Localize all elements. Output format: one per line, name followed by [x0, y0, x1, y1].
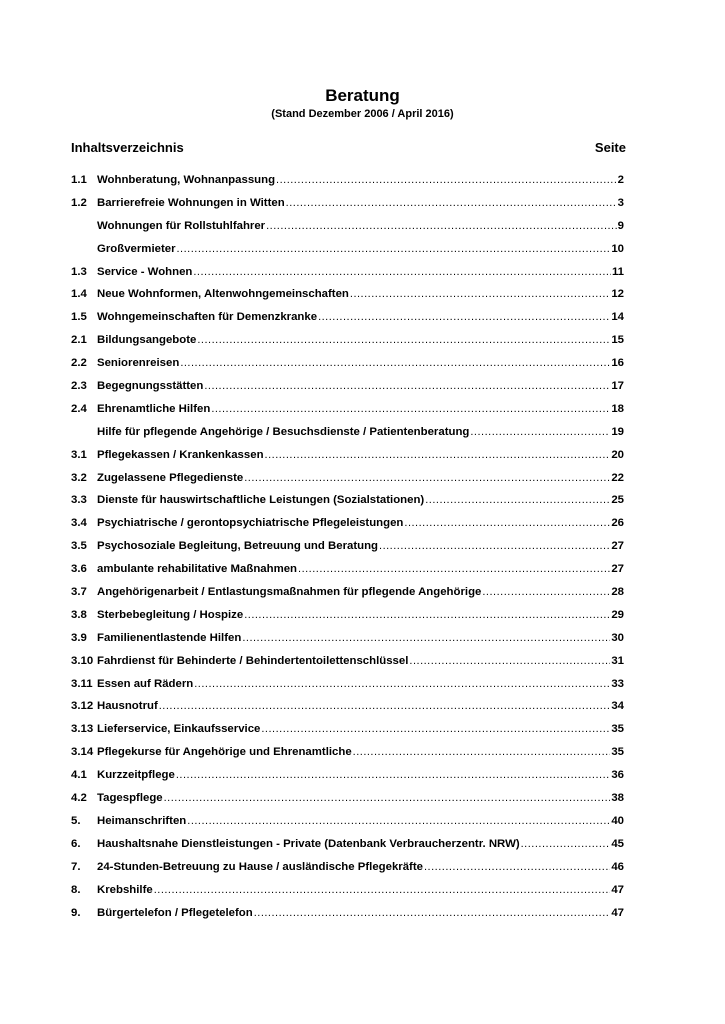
toc-entry[interactable]: [71, 790, 624, 813]
toc-entry-label: Bildungsangebote: [97, 334, 197, 347]
toc-entry[interactable]: [71, 332, 624, 355]
toc-entry-page: 40: [611, 814, 624, 827]
toc-entry-label: Psychosoziale Begleitung, Betreuung und Beratung: [97, 540, 379, 553]
toc-entry-label: Barrierefreie Wohnungen in Witten: [97, 196, 285, 209]
toc-entry[interactable]: [71, 447, 624, 470]
dot-leader: [409, 653, 610, 669]
dot-leader: [159, 698, 611, 714]
toc-entry-page: 35: [611, 746, 624, 759]
toc-entry-number: 3.5: [71, 540, 87, 553]
toc-entry[interactable]: [71, 721, 624, 744]
toc-entry-page: 17: [611, 380, 624, 393]
dot-leader: [276, 172, 617, 188]
toc-entry[interactable]: [71, 378, 624, 401]
dot-leader: [350, 286, 610, 302]
toc-entry[interactable]: [71, 836, 624, 859]
toc-entry[interactable]: [71, 470, 624, 493]
dot-leader: [187, 813, 610, 829]
toc-entry-page: 27: [611, 540, 624, 553]
toc-entry[interactable]: [71, 676, 624, 699]
toc-entry-page: 26: [611, 517, 624, 530]
toc-entry-page: 20: [611, 448, 624, 461]
toc-entry[interactable]: [71, 195, 624, 218]
dot-leader: [261, 721, 610, 737]
toc-entry-page: 18: [611, 402, 624, 415]
toc-entry-number: 3.10: [71, 654, 94, 667]
toc-entry-page: 11: [611, 265, 624, 278]
toc-entry[interactable]: [71, 218, 624, 241]
toc-entry-number-blank: [71, 218, 97, 234]
dot-leader: [242, 630, 610, 646]
toc-entry[interactable]: [71, 698, 624, 721]
dot-leader: [266, 218, 617, 234]
toc-entry-page: 36: [611, 769, 624, 782]
toc-entry[interactable]: [71, 424, 624, 447]
toc-entry[interactable]: [71, 744, 624, 767]
toc-entry[interactable]: [71, 172, 624, 195]
toc-entry-page: 19: [611, 425, 624, 438]
toc-entry-page: 34: [611, 700, 624, 713]
toc-entry-page: 47: [611, 906, 624, 919]
toc-entry-number: 1.1: [71, 174, 87, 186]
dot-leader: [204, 378, 610, 394]
toc-entry-number: 3.14: [71, 746, 94, 759]
toc-entry-page: 14: [611, 311, 624, 324]
toc-entry-page: 10: [611, 242, 624, 255]
toc-entry-label: ambulante rehabilitative Maßnahmen: [97, 563, 298, 576]
toc-entry-page: 31: [611, 654, 624, 667]
toc-entry-label: Begegnungsstätten: [97, 380, 204, 393]
toc-entry[interactable]: [71, 859, 624, 882]
toc-entry-page: 16: [611, 357, 624, 370]
toc-page-heading: Seite: [594, 140, 626, 155]
dot-leader: [177, 241, 611, 257]
dot-leader: [265, 447, 611, 463]
toc-entry-number: 2.2: [71, 357, 87, 370]
dot-leader: [470, 424, 610, 440]
toc-entry-page: 29: [611, 608, 624, 621]
toc-entry-number: 2.1: [71, 334, 87, 347]
dot-leader: [244, 607, 610, 623]
toc-entry-page: 33: [611, 677, 624, 690]
toc-entry-label: Essen auf Rädern: [97, 677, 194, 690]
toc-entry-label: Zugelassene Pflegedienste: [97, 471, 244, 484]
dot-leader: [482, 584, 610, 600]
toc-entry-label: Wohngemeinschaften für Demenzkranke: [97, 311, 318, 324]
toc-entry[interactable]: [71, 630, 624, 653]
toc-entry-page: 46: [611, 860, 624, 873]
toc-entry-label: Hausnotruf: [97, 700, 158, 713]
toc-entry-page: 9: [617, 219, 624, 232]
toc-entry-number: 3.11: [71, 677, 93, 690]
dot-leader: [318, 309, 610, 325]
toc-entry-label: Wohnberatung, Wohnanpassung: [97, 174, 276, 186]
toc-entry[interactable]: [71, 882, 624, 905]
toc-entry-number: 3.8: [71, 608, 87, 621]
dot-leader: [379, 538, 610, 554]
toc-entry-page: 30: [611, 631, 624, 644]
toc-entry-number: 3.12: [71, 700, 94, 713]
toc-entry-label: Hilfe für pflegende Angehörige / Besuchsdienste / Patientenberatung: [97, 425, 470, 438]
toc-entry-label: Wohnungen für Rollstuhlfahrer: [97, 219, 266, 232]
toc-entry-label: Sterbebegleitung / Hospize: [97, 608, 244, 621]
toc-entry[interactable]: [71, 813, 624, 836]
toc-entry-page: 12: [611, 288, 624, 301]
toc-entry[interactable]: [71, 286, 624, 309]
toc-entry-label: Tagespflege: [97, 792, 163, 805]
document-title: Beratung: [325, 86, 400, 105]
dot-leader: [425, 492, 610, 508]
toc-entry-label: Neue Wohnformen, Altenwohngemeinschaften: [97, 288, 349, 301]
toc-entry-page: 47: [611, 883, 624, 896]
dot-leader: [164, 790, 611, 806]
toc-entry-page: 28: [611, 586, 624, 599]
toc-entry-number-blank: [71, 241, 97, 257]
toc-entry-number: 5.: [71, 814, 81, 827]
toc-entry-label: Lieferservice, Einkaufsservice: [97, 723, 261, 736]
toc-entry-label: Familienentlastende Hilfen: [97, 631, 242, 644]
toc-entry-page: 27: [611, 563, 624, 576]
dot-leader: [298, 561, 610, 577]
toc-entry-page: 38: [611, 792, 624, 805]
dot-leader: [521, 836, 611, 852]
toc-entry[interactable]: [71, 905, 624, 928]
toc-list: [71, 172, 624, 927]
dot-leader: [424, 859, 610, 875]
dot-leader: [286, 195, 617, 211]
toc-entry-label: Fahrdienst für Behinderte / Behindertentoilettenschlüssel: [97, 654, 409, 667]
document-subtitle: (Stand Dezember 2006 / April 2016): [271, 108, 454, 120]
toc-entry-number: 8.: [71, 883, 81, 896]
toc-entry-label: Bürgertelefon / Pflegetelefon: [97, 906, 253, 919]
dot-leader: [176, 767, 610, 783]
dot-leader: [254, 905, 611, 921]
toc-entry[interactable]: [71, 492, 624, 515]
toc-entry-label: Psychiatrische / gerontopsychiatrische Pflegeleistungen: [97, 517, 404, 530]
toc-entry-number: 3.4: [71, 517, 87, 530]
toc-entry-number: 1.5: [71, 311, 87, 324]
toc-entry[interactable]: [71, 607, 624, 630]
toc-entry-page: 45: [611, 837, 624, 850]
dot-leader: [197, 332, 610, 348]
toc-entry-number: 1.3: [71, 265, 87, 278]
toc-entry-page: 2: [617, 174, 624, 186]
toc-entry-number: 3.13: [71, 723, 94, 736]
toc-entry-number: 1.4: [71, 288, 87, 301]
toc-entry-label: Haushaltsnahe Dienstleistungen - Private (Datenbank Verbraucherzentr. NRW): [97, 837, 520, 850]
toc-entry[interactable]: [71, 355, 624, 378]
toc-entry-label: Heimanschriften: [97, 814, 187, 827]
dot-leader: [193, 264, 611, 280]
dot-leader: [244, 470, 610, 486]
toc-entry[interactable]: [71, 538, 624, 561]
toc-entry-number-blank: [71, 424, 97, 440]
toc-entry-number: 9.: [71, 906, 81, 919]
toc-entry-label: Angehörigenarbeit / Entlastungsmaßnahmen für pflegende Angehörige: [97, 586, 482, 599]
toc-entry[interactable]: [71, 309, 624, 332]
toc-entry-label: Pflegekurse für Angehörige und Ehrenamtliche: [97, 746, 352, 759]
dot-leader: [211, 401, 610, 417]
toc-entry-page: 35: [611, 723, 624, 736]
toc-entry-label: Krebshilfe: [97, 883, 153, 896]
dot-leader: [180, 355, 610, 371]
toc-entry-number: 7.: [71, 860, 81, 873]
toc-entry-label: Seniorenreisen: [97, 357, 180, 370]
dot-leader: [194, 676, 610, 692]
toc-entry-number: 3.9: [71, 631, 87, 644]
dot-leader: [353, 744, 611, 760]
toc-entry-label: 24-Stunden-Betreuung zu Hause / ausländische Pflegekräfte: [97, 860, 423, 873]
toc-entry[interactable]: [71, 584, 624, 607]
toc-header: [71, 139, 626, 157]
toc-entry-number: 2.3: [71, 380, 87, 393]
toc-entry-page: 15: [611, 334, 624, 347]
toc-entry-number: 2.4: [71, 402, 87, 415]
toc-entry-number: 6.: [71, 837, 81, 850]
toc-entry-page: 3: [617, 196, 624, 209]
toc-heading: Inhaltsverzeichnis: [71, 140, 184, 155]
toc-entry[interactable]: [71, 241, 624, 264]
toc-entry-number: 3.1: [71, 448, 87, 461]
toc-entry[interactable]: [71, 653, 624, 676]
toc-entry-label: Kurzzeitpflege: [97, 769, 175, 782]
dot-leader: [154, 882, 611, 898]
toc-entry-label: Service - Wohnen: [97, 265, 193, 278]
toc-entry[interactable]: [71, 264, 624, 287]
toc-entry[interactable]: [71, 401, 624, 424]
toc-entry[interactable]: [71, 561, 624, 584]
toc-entry-page: 22: [611, 471, 624, 484]
dot-leader: [404, 515, 610, 531]
toc-entry-label: Dienste für hauswirtschaftliche Leistungen (Sozialstationen): [97, 494, 425, 507]
toc-entry[interactable]: [71, 767, 624, 790]
toc-entry-number: 3.7: [71, 586, 87, 599]
toc-entry[interactable]: [71, 515, 624, 538]
toc-entry-number: 3.6: [71, 563, 87, 576]
toc-entry-page: 25: [611, 494, 624, 507]
toc-entry-number: 3.2: [71, 471, 87, 484]
toc-entry-label: Großvermieter: [97, 242, 176, 255]
toc-entry-number: 4.1: [71, 769, 87, 782]
toc-entry-number: 1.2: [71, 196, 87, 209]
toc-entry-number: 4.2: [71, 792, 87, 805]
toc-entry-number: 3.3: [71, 494, 87, 507]
toc-entry-label: Pflegekassen / Krankenkassen: [97, 448, 264, 461]
toc-entry-label: Ehrenamtliche Hilfen: [97, 402, 211, 415]
